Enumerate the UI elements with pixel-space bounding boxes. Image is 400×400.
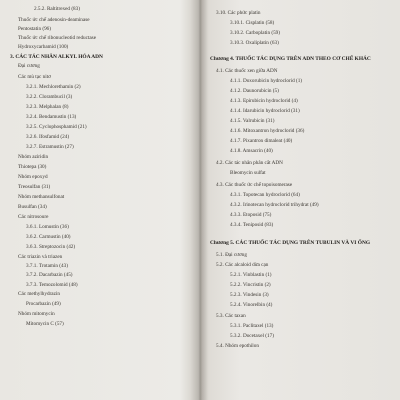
toc-entry-text: 5.3.1. Paclitaxel (13) [230, 323, 274, 329]
toc-entry [230, 148, 273, 154]
chapter-heading [210, 240, 370, 246]
toc-entry [230, 212, 271, 218]
toc-entry-text: 4.3.3. Etoposid (75) [230, 212, 272, 218]
toc-entry [18, 174, 48, 180]
toc-entry [216, 68, 277, 74]
toc-entry-text: Các methylhydrazin [18, 291, 60, 297]
toc-entry [26, 263, 68, 269]
toc-entry-text: Nhóm epoxyd [18, 174, 48, 180]
toc-entry [18, 74, 51, 80]
toc-entry [230, 282, 271, 288]
toc-entry [230, 108, 300, 114]
toc-entry-text: 5.3.2. Docetaxel (17) [230, 333, 274, 339]
toc-entry-text: 5.2.3. Vindesin (3) [230, 292, 269, 298]
toc-entry-text: 4.1.3. Epirubicin hydroclorid (4) [230, 98, 298, 104]
toc-entry [18, 184, 50, 190]
toc-entry [18, 311, 55, 317]
toc-entry-text: 5.3. Các taxan [216, 313, 246, 319]
toc-entry-text: Chương 4. THUỐC TÁC DỤNG TRÊN ADN THEO CƠ CHẾ KHÁC [210, 56, 371, 62]
toc-entry [216, 252, 247, 258]
toc-entry [18, 164, 46, 170]
toc-entry-text: 3.2.3. Melphalan (8) [26, 104, 69, 110]
left-page [0, 0, 196, 400]
toc-entry-text: 4.1.6. Mitoxantron hydroclorid (36) [230, 128, 305, 134]
toc-entry-text: Thuốc ức chế ribonucleotid reductase [18, 35, 96, 41]
toc-entry-text: 3.10.1. Cisplatin (58) [230, 20, 275, 26]
toc-entry [26, 272, 73, 278]
toc-entry-text: Các triazin và triazen [18, 254, 63, 260]
toc-entry [230, 138, 292, 144]
chapter-heading [10, 54, 103, 60]
toc-entry-text: 3.2.2. Clorambucil (3) [26, 94, 73, 100]
toc-entry [216, 182, 292, 188]
toc-entry [230, 98, 298, 104]
toc-entry [18, 254, 62, 260]
toc-entry-text: 3.6.2. Carmustin (40) [26, 234, 71, 240]
toc-entry-text: Treosulfan (31) [18, 184, 51, 190]
right-page [202, 0, 400, 400]
toc-entry-text: 3.7.3. Temozolomid (48) [26, 282, 78, 288]
toc-entry-text: 3.10. Các phức platin [216, 10, 261, 16]
chapter-heading [210, 56, 371, 62]
toc-entry-text: 5.2.4. Vinorelbin (4) [230, 302, 273, 308]
toc-entry [230, 272, 272, 278]
toc-entry-text: 4.1.5. Valrubicin (31) [230, 118, 275, 124]
toc-entry-text: Pentostatin (96) [18, 26, 51, 32]
toc-entry-text: Bleomycin sulfat [230, 170, 266, 176]
toc-entry-text: 3.2.5. Cyclophosphamid (21) [26, 124, 87, 130]
toc-entry [18, 26, 51, 32]
toc-entry [18, 291, 60, 297]
toc-entry [26, 321, 64, 327]
toc-entry-text: Busulfan (34) [18, 204, 47, 210]
toc-entry-text: Các nitrosoure [18, 214, 49, 220]
toc-entry [216, 10, 260, 16]
toc-entry [216, 160, 283, 166]
toc-entry-text: 3.2.4. Bendamustin (13) [26, 114, 77, 120]
toc-entry [26, 224, 69, 230]
toc-entry-text: Thiotepa (30) [18, 164, 47, 170]
toc-entry [26, 234, 71, 240]
toc-entry-text: 5.2.2. Vincristin (2) [230, 282, 271, 288]
toc-entry [230, 20, 274, 26]
toc-entry-text: 3.7.2. Dacarbazin (45) [26, 272, 73, 278]
toc-entry [230, 118, 274, 124]
toc-entry [18, 44, 68, 50]
toc-entry-text: 5.1. Đại cương [216, 252, 247, 258]
toc-entry [230, 302, 272, 308]
toc-entry [230, 170, 266, 176]
toc-entry [230, 323, 273, 329]
toc-entry [18, 35, 96, 41]
toc-entry [26, 282, 78, 288]
toc-entry [230, 30, 280, 36]
toc-entry [18, 214, 48, 220]
toc-entry-text: 5.2.1. Vinblastin (1) [230, 272, 272, 278]
toc-entry [18, 154, 48, 160]
toc-entry-text: 4.2. Các tác nhân phân cắt ADN [216, 160, 283, 166]
toc-entry [26, 94, 72, 100]
toc-entry [26, 144, 74, 150]
toc-entry-text: Các mù tạc nitơ [18, 74, 51, 80]
toc-entry [26, 104, 69, 110]
toc-entry [26, 301, 61, 307]
toc-entry [18, 63, 40, 69]
toc-entry-text: 4.1.2. Daunorubicin (5) [230, 88, 279, 94]
toc-entry-text: 4.3.4. Teniposid (83) [230, 222, 274, 228]
toc-entry-text: Hydroxycarbamid (100) [18, 44, 69, 50]
toc-entry [230, 202, 319, 208]
toc-entry-text: 2.5.2. Raltitrexed (83) [34, 6, 80, 12]
toc-entry-text: Nhóm aziridin [18, 154, 49, 160]
toc-entry [18, 194, 64, 200]
toc-entry [230, 128, 304, 134]
toc-entry-text: 4.1.7. Pixantron dimaleat (40) [230, 138, 293, 144]
toc-entry [230, 292, 269, 298]
toc-entry [230, 192, 300, 198]
toc-entry [18, 17, 90, 23]
toc-entry-text: 4.1.8. Amsacrin (40) [230, 148, 273, 154]
toc-entry [26, 124, 87, 130]
toc-entry-text: 4.3. Các thuốc ức chế topoisomerase [216, 182, 293, 188]
toc-entry-text: 4.3.2. Irinotecan hydroclorid trihydrat (49) [230, 202, 319, 208]
toc-entry [230, 40, 279, 46]
toc-entry-text: 5.4. Nhóm epothilon [216, 343, 259, 349]
toc-entry [230, 78, 302, 84]
toc-entry-text: 3.2.6. Ifosfamid (24) [26, 134, 70, 140]
toc-entry-text: Đại cương [18, 63, 40, 69]
toc-entry-text: 4.1.1. Doxorubicin hydroclorid (1) [230, 78, 303, 84]
toc-entry-text: 3.10.3. Oxaliplatin (63) [230, 40, 279, 46]
toc-entry-text: 5.2. Các alcaloid dừa cạn [216, 262, 269, 268]
toc-entry [34, 6, 80, 12]
toc-entry [26, 134, 69, 140]
toc-entry-text: Nhóm mitomycin [18, 311, 55, 317]
toc-entry-text: 4.1.4. Idarubicin hydroclorid (31) [230, 108, 300, 114]
toc-entry-text: 4.3.1. Topotecan hydroclorid (64) [230, 192, 300, 198]
toc-entry-text: Mitomycin C (57) [26, 321, 64, 327]
toc-entry [230, 222, 273, 228]
toc-entry-text: 3. CÁC TÁC NHÂN ALKYL HÓA ADN [10, 54, 103, 60]
toc-entry [216, 313, 246, 319]
toc-entry [216, 343, 259, 349]
toc-entry-text: 3.2.7. Estramustin (27) [26, 144, 74, 150]
toc-entry-text: 3.6.3. Streptozocin (42) [26, 244, 76, 250]
toc-entry [26, 114, 76, 120]
toc-entry-text: 3.6.1. Lomustin (36) [26, 224, 69, 230]
toc-entry-text: Procarbazin (49) [26, 301, 61, 307]
toc-entry-text: 3.2.1. Mechlorethamin (2) [26, 84, 81, 90]
toc-entry [26, 244, 75, 250]
toc-entry-text: Nhóm methansulfonat [18, 194, 65, 200]
toc-entry-text: 3.7.1. Trotamin (43) [26, 263, 68, 269]
toc-entry [18, 204, 47, 210]
toc-entry-text: Thuốc ức chế adenosin-deaminase [18, 17, 90, 23]
toc-entry-text: 4.1. Các thuốc xen giữa ADN [216, 68, 278, 74]
toc-entry [216, 262, 268, 268]
toc-entry-text: 3.10.2. Carboplatin (59) [230, 30, 280, 36]
toc-entry-text: Chương 5. CÁC THUỐC TÁC DỤNG TRÊN TUBULIN VÀ VI ỐNG [210, 240, 371, 246]
toc-entry [230, 88, 279, 94]
toc-entry [230, 333, 274, 339]
toc-entry [26, 84, 81, 90]
